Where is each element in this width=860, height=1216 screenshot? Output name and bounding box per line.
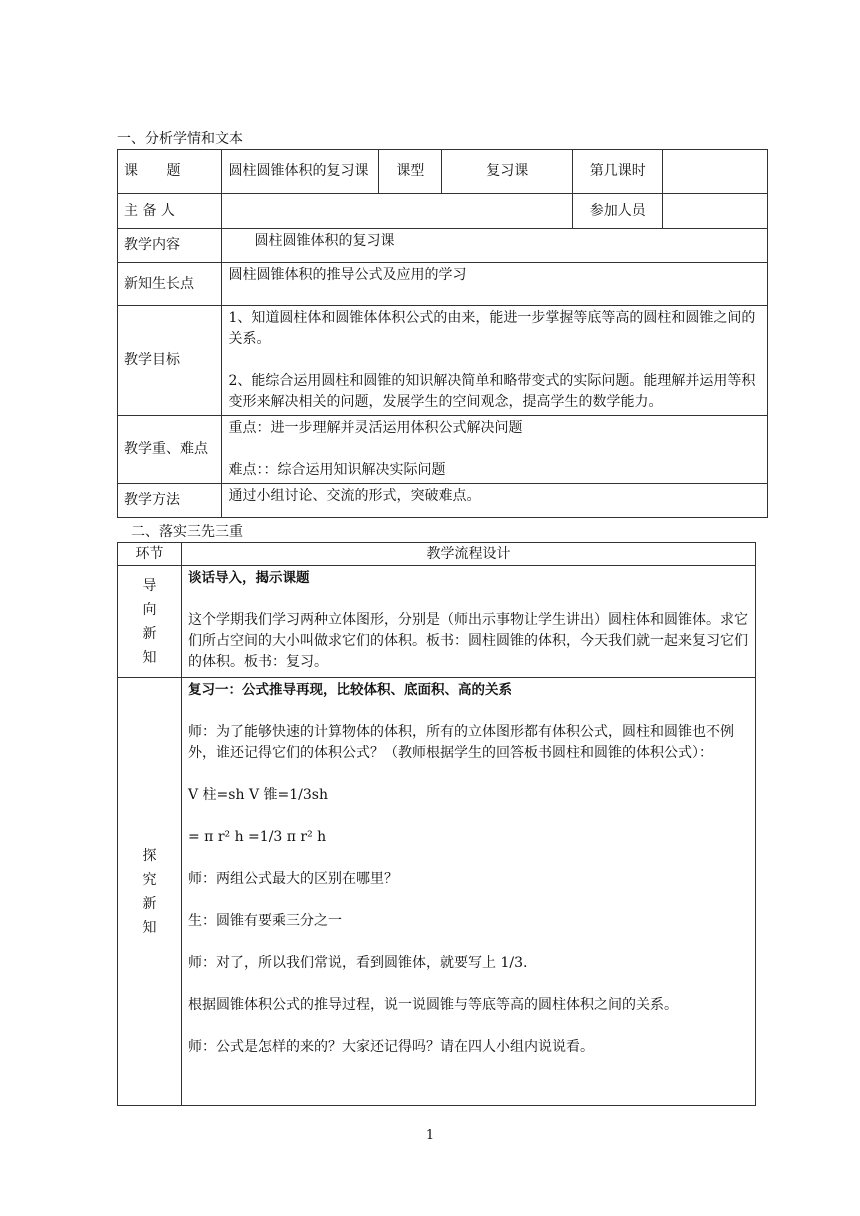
formula-line-1: V 柱=sh V 锥=1/3sh — [188, 787, 328, 803]
stage-header: 环节 — [118, 543, 182, 566]
flow-header-row — [118, 543, 756, 566]
flow-row-intro — [118, 566, 756, 678]
stage-explore-title: 复习一：公式推导再现，比较体积、底面积、高的关系 — [188, 682, 512, 698]
teaching-flow-table — [117, 542, 756, 1106]
difficulty: 难点：：综合运用知识解决实际问题 — [228, 462, 446, 478]
type-label: 课型 — [379, 150, 442, 194]
stage-explore-char-1: 探 — [142, 847, 157, 864]
goal-2: 2、能综合运用圆柱和圆锥的知识解决简单和略带变式的实际问题。能理解并运用等积变形来解决相关的问题，发展学生的空间观念，提高学生的数学能力。 — [228, 373, 756, 410]
participants-value — [663, 194, 768, 229]
flow-row-explore — [118, 678, 756, 1106]
stage-explore-char-2: 究 — [142, 871, 157, 888]
formula-line-2: = π r² h =1/3 π r² h — [188, 829, 327, 845]
goals-label: 教学目标 — [118, 306, 222, 416]
stage-intro-title: 谈话导入，揭示课题 — [188, 570, 310, 586]
method-value: 通过小组讨论、交流的形式，突破难点。 — [222, 484, 768, 518]
topic-label: 课 题 — [118, 150, 222, 194]
explore-paragraph-6: 师：对了，所以我们常说，看到圆锥体，就要写上 1/3. — [188, 955, 528, 971]
stage-intro-char-2: 向 — [142, 601, 157, 618]
stage-explore-char-3: 新 — [142, 895, 157, 912]
growth-value: 圆柱圆锥体积的推导公式及应用的学习 — [222, 263, 768, 306]
explore-paragraph-8: 师：公式是怎样的来的？大家还记得吗？请在四人小组内说说看。 — [188, 1039, 594, 1055]
type-value: 复习课 — [442, 150, 573, 194]
stage-intro-label — [118, 566, 182, 678]
period-label: 第几课时 — [573, 150, 663, 194]
author-label: 主 备 人 — [118, 194, 222, 229]
content-label: 教学内容 — [118, 229, 222, 263]
key-points-label: 教学重、难点 — [118, 416, 222, 484]
explore-paragraph-1: 师：为了能够快速的计算物体的体积，所有的立体图形都有体积公式，圆柱和圆锥也不例外，谁还记得它们的体积公式？（教师根据学生的回答板书圆柱和圆锥的体积公式）： — [188, 724, 734, 761]
explore-paragraph-7: 根据圆锥体积公式的推导过程，说一说圆锥与等底等高的圆柱体积之间的关系。 — [188, 997, 678, 1013]
stage-intro-char-3: 新 — [142, 625, 157, 642]
page-number: 1 — [425, 1128, 435, 1143]
key-points-cell — [222, 416, 768, 484]
row-author — [118, 194, 768, 229]
row-key-points — [118, 416, 768, 484]
row-content — [118, 229, 768, 263]
row-topic — [118, 150, 768, 194]
topic-value: 圆柱圆锥体积的复习课 — [222, 150, 379, 194]
row-method — [118, 484, 768, 518]
stage-explore-char-4: 知 — [142, 919, 157, 936]
content-value: 圆柱圆锥体积的复习课 — [222, 229, 768, 263]
section2-heading: 二、落实三先三重 — [131, 524, 243, 540]
participants-label: 参加人员 — [573, 194, 663, 229]
explore-paragraph-4: 师：两组公式最大的区别在哪里？ — [188, 871, 398, 887]
key-point: 重点：进一步理解并灵活运用体积公式解决问题 — [228, 420, 523, 436]
stage-intro-char-1: 导 — [142, 577, 157, 594]
period-value — [663, 150, 768, 194]
growth-label: 新知生长点 — [118, 263, 222, 306]
section1-heading: 一、分析学情和文本 — [117, 131, 243, 147]
author-value — [222, 194, 573, 229]
stage-intro-content — [182, 566, 756, 678]
row-goals — [118, 306, 768, 416]
stage-explore-content — [182, 678, 756, 1106]
goals-cell — [222, 306, 768, 416]
row-growth — [118, 263, 768, 306]
explore-paragraph-5: 生：圆锥有要乘三分之一 — [188, 913, 342, 929]
stage-explore-label — [118, 678, 182, 1106]
goal-1: 1、知道圆柱体和圆锥体体积公式的由来，能进一步掌握等底等高的圆柱和圆锥之间的关系。 — [228, 310, 756, 347]
stage-intro-text: 这个学期我们学习两种立体图形，分别是（师出示事物让学生讲出）圆柱体和圆锥体。求它们所占空间的大小叫做求它们的体积。板书：圆柱圆锥的体积，今天我们就一起来复习它们的体积。板书：复习。 — [188, 612, 748, 670]
lesson-info-table — [117, 149, 768, 518]
method-label: 教学方法 — [118, 484, 222, 518]
design-header: 教学流程设计 — [182, 543, 756, 566]
stage-intro-char-4: 知 — [142, 649, 157, 666]
